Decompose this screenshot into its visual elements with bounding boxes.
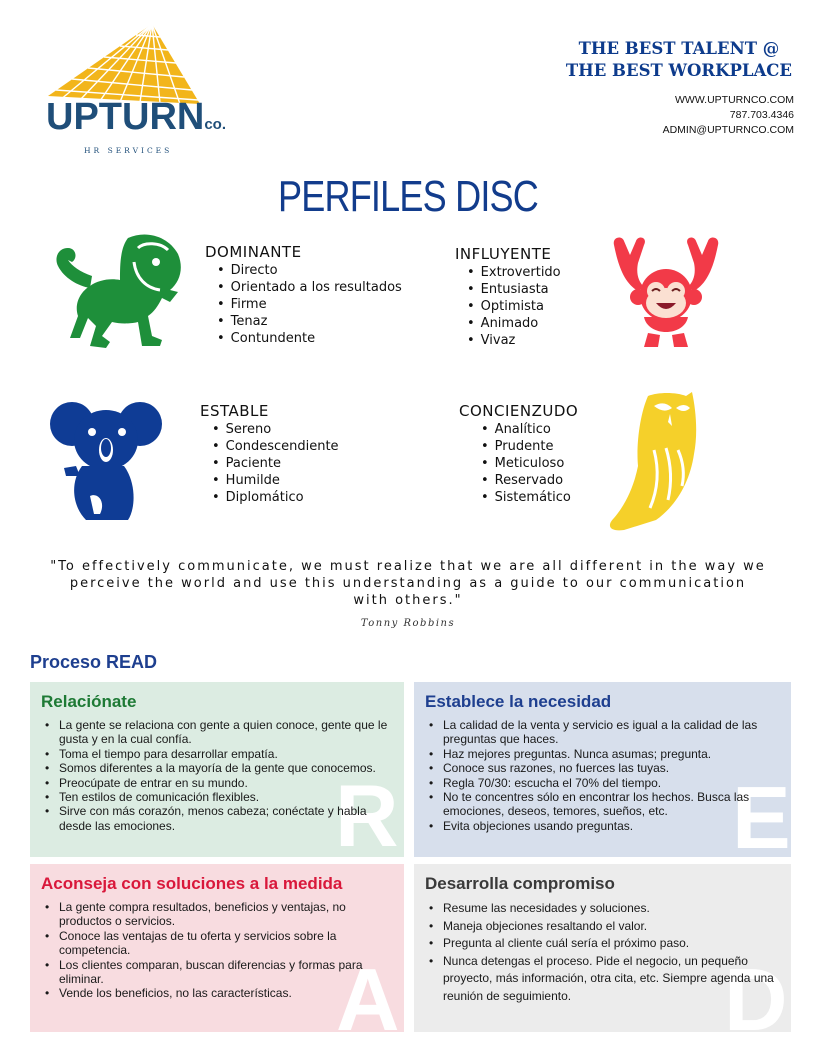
box-list	[425, 900, 781, 1006]
logo-subtitle: HR SERVICES	[84, 146, 173, 155]
list-item: • Toma el tiempo para desarrollar empatía.	[41, 747, 394, 761]
trait-list	[481, 421, 578, 506]
read-box-desarrolla	[414, 864, 791, 1032]
list-item: • La gente se relaciona con gente a quien conoce, gente que le gusta y en la cual confía.	[41, 718, 394, 747]
koala-icon	[50, 396, 162, 527]
list-item: • Haz mejores preguntas. Nunca asumas; pregunta.	[425, 747, 781, 761]
list-item: • Evita objeciones usando preguntas.	[425, 819, 781, 833]
logo-name: UPTURN	[46, 96, 205, 138]
contact-website[interactable]: WWW.UPTURNCO.COM	[675, 94, 794, 106]
box-title: Desarrolla compromiso	[425, 874, 615, 893]
profile-name: INFLUYENTE	[455, 245, 552, 263]
box-list	[425, 718, 781, 833]
read-box-aconseja	[30, 864, 404, 1032]
trait-item: • Directo	[217, 262, 402, 279]
list-item: • Regla 70/30: escucha el 70% del tiempo.	[425, 776, 781, 790]
profile-concienzudo	[459, 402, 578, 506]
list-item: • Preocúpate de entrar en su mundo.	[41, 776, 394, 790]
trait-list	[212, 421, 339, 506]
contact-email[interactable]: ADMIN@UPTURNCO.COM	[662, 124, 794, 136]
tagline-line: THE BEST WORKPLACE	[565, 61, 792, 80]
list-item: • La gente compra resultados, beneficios y ventajas, no productos o servicios.	[41, 900, 394, 929]
tagline	[566, 38, 792, 82]
lion-icon	[50, 232, 188, 355]
trait-list	[467, 264, 561, 349]
list-item: • Nunca detengas el proceso. Pide el negocio, un pequeño proyecto, más información, otra cita, etc. Siempre agenda una reunión de seguimiento.	[425, 953, 781, 1006]
contact-info	[663, 93, 794, 138]
read-box-establece	[414, 682, 791, 857]
trait-item: • Entusiasta	[467, 281, 561, 298]
trait-item: • Prudente	[481, 438, 578, 455]
trait-item: • Contundente	[217, 330, 402, 347]
profile-influyente	[455, 245, 561, 349]
list-item: • Resume las necesidades y soluciones.	[425, 900, 781, 918]
profile-name: DOMINANTE	[205, 243, 302, 261]
list-item: • No te concentres sólo en encontrar los hechos. Busca las emociones, deseos, temores, sueños, etc.	[425, 790, 781, 819]
quote-author: Tonny Robbins	[360, 618, 456, 629]
box-title: Establece la necesidad	[425, 692, 612, 711]
list-item: • Maneja objeciones resaltando el valor.	[425, 918, 781, 936]
box-letter: R	[335, 766, 399, 857]
list-item: • Somos diferentes a la mayoría de la gente que conocemos.	[41, 761, 394, 775]
trait-item: • Sistemático	[481, 489, 578, 506]
monkey-icon	[608, 233, 724, 354]
trait-item: • Optimista	[467, 298, 561, 315]
trait-item: • Reservado	[481, 472, 578, 489]
logo-suffix: co.	[204, 116, 227, 133]
contact-phone[interactable]: 787.703.4346	[729, 109, 794, 121]
box-letter: A	[336, 950, 400, 1032]
list-item: • Ten estilos de comunicación flexibles.	[41, 790, 394, 804]
box-title: Relaciónate	[41, 692, 137, 711]
trait-item: • Vivaz	[467, 332, 561, 349]
trait-item: • Humilde	[212, 472, 339, 489]
trait-item: • Orientado a los resultados	[217, 279, 402, 296]
owl-icon	[606, 390, 702, 539]
trait-item: • Extrovertido	[467, 264, 561, 281]
profile-name: ESTABLE	[200, 402, 269, 420]
trait-item: • Tenaz	[217, 313, 402, 330]
trait-item: • Diplomático	[212, 489, 339, 506]
list-item: • Conoce las ventajas de tu oferta y servicios sobre la competencia.	[41, 929, 394, 958]
profile-name: CONCIENZUDO	[459, 402, 579, 420]
tagline-line: THE BEST TALENT @	[578, 39, 780, 58]
trait-item: • Condescendiente	[212, 438, 339, 455]
list-item: • Sirve con más corazón, menos cabeza; conéctate y habla desde las emociones.	[41, 804, 394, 833]
quote-text: "To effectively communicate, we must realize that we are all different in the way we perceive the world and use this understanding as a guide to our communication with others."	[50, 559, 766, 608]
list-item: • Pregunta al cliente cuál sería el próximo paso.	[425, 935, 781, 953]
profile-dominante	[205, 243, 402, 347]
read-box-relacionate	[30, 682, 404, 857]
trait-item: • Meticuloso	[481, 455, 578, 472]
trait-item: • Sereno	[212, 421, 339, 438]
box-title: Aconseja con soluciones a la medida	[41, 874, 343, 893]
list-item: • Conoce sus razones, no fuerces las tuyas.	[425, 761, 781, 775]
trait-list	[217, 262, 402, 347]
box-list	[41, 718, 394, 833]
box-list	[41, 900, 394, 1001]
trait-item: • Analítico	[481, 421, 578, 438]
logo-wordmark	[46, 96, 226, 139]
page-title: PERFILES DISC	[277, 172, 539, 221]
profile-estable	[200, 402, 339, 506]
list-item: • Los clientes comparan, buscan diferencias y formas para eliminar.	[41, 958, 394, 987]
upturn-logo	[40, 20, 227, 155]
list-item: • La calidad de la venta y servicio es igual a la calidad de las preguntas que haces.	[425, 718, 781, 747]
read-section-title: Proceso READ	[30, 652, 158, 672]
trait-item: • Paciente	[212, 455, 339, 472]
box-letter: D	[724, 950, 788, 1032]
trait-item: • Firme	[217, 296, 402, 313]
box-letter: E	[732, 768, 791, 857]
list-item: • Vende los beneficios, no las características.	[41, 986, 394, 1000]
trait-item: • Animado	[467, 315, 561, 332]
